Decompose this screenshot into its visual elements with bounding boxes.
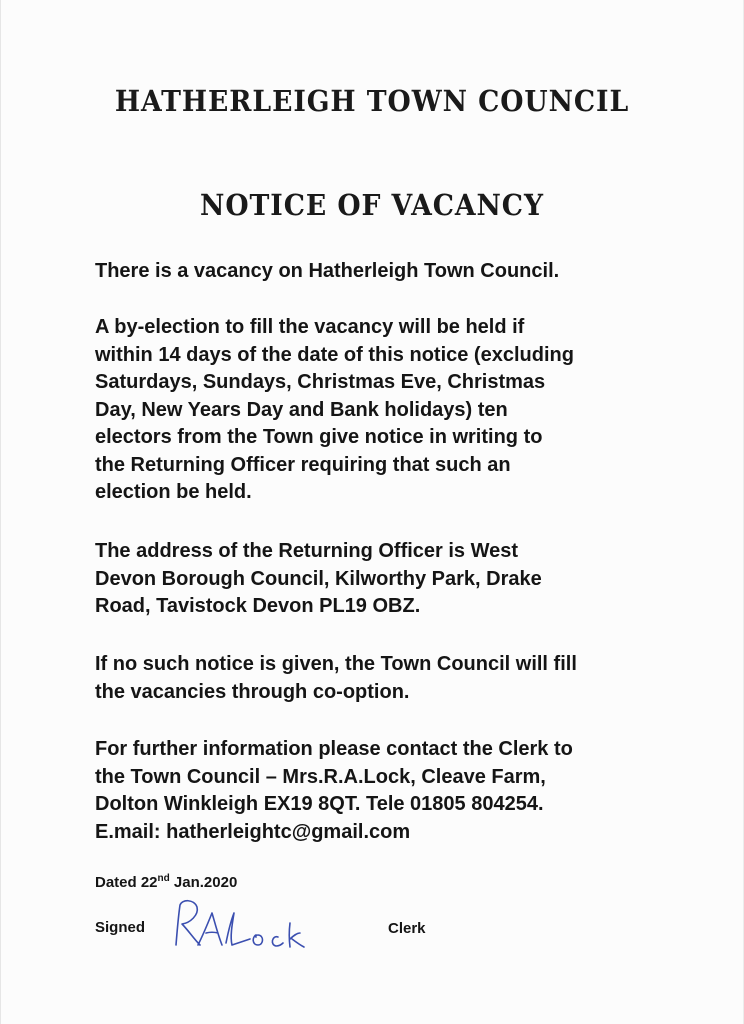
council-title: HATHERLEIGH TOWN COUNCIL <box>114 84 630 118</box>
by-election-paragraph: A by-election to fill the vacancy will be held if within 14 days of the date of this notice (excluding Saturdays, Sundays, Christmas Eve, Christmas Day, New Years Day and Bank holidays) ten electors from the Town give notice in writing to the Returning Officer requiring that such an election be held. <box>95 316 574 503</box>
dated-line <box>95 874 237 891</box>
dated-prefix: Dated 22 <box>95 874 158 891</box>
dated-suffix: Jan.2020 <box>169 874 238 891</box>
vacancy-statement: There is a vacancy on Hatherleigh Town Council. <box>95 260 560 282</box>
signed-label: Signed <box>95 919 146 936</box>
dated-ordinal: nd <box>157 873 170 884</box>
co-option-paragraph: If no such notice is given, the Town Council will fill the vacancies through co-option. <box>95 653 577 703</box>
clerk-label: Clerk <box>388 920 426 937</box>
contact-information: For further information please contact the Clerk to the Town Council – Mrs.R.A.Lock, Cleave Farm, Dolton Winkleigh EX19 8QT. Tele 01805 804254. E.mail: hatherleightc@gmail.com <box>95 738 573 843</box>
returning-officer-address: The address of the Returning Officer is West Devon Borough Council, Kilworthy Park, Drake Road, Tavistock Devon PL19 OBZ. <box>95 540 542 617</box>
notice-heading: NOTICE OF VACANCY <box>200 188 544 222</box>
handwritten-signature <box>168 893 348 955</box>
